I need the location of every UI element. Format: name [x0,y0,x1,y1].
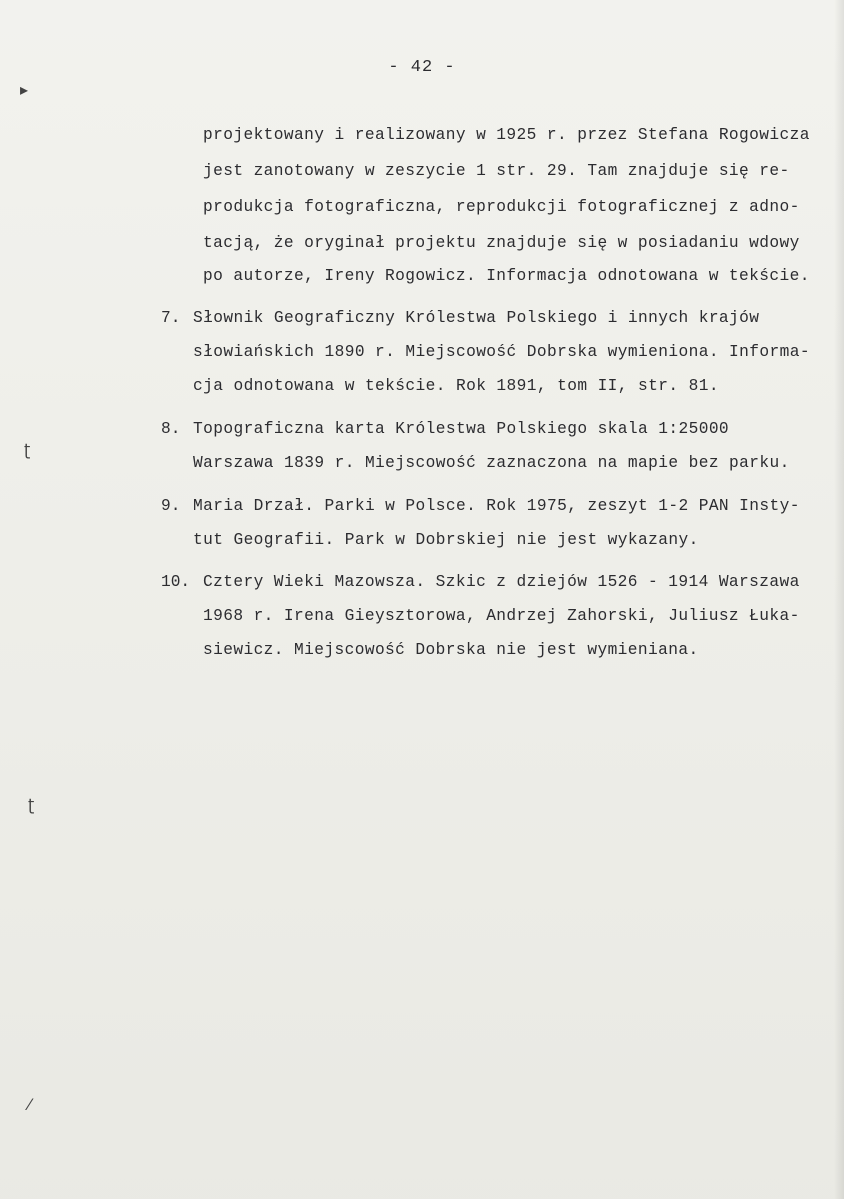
item-line: Słownik Geograficzny Królestwa Polskiego i innych krajów [193,309,760,327]
item-line: Topograficzna karta Królestwa Polskiego skala 1:25000 [193,420,730,438]
item-line: Maria Drzał. Parki w Polsce. Rok 1975, zeszyt 1-2 PAN Insty- [193,497,800,515]
margin-mark: ▸ [20,80,29,99]
page-edge-shadow [834,0,844,1199]
item-line: siewicz. Miejscowość Dobrska nie jest wymieniana. [203,641,699,659]
item-line: Cztery Wieki Mazowsza. Szkic z dziejów 1526 - 1914 Warszawa [203,573,800,591]
item-line: tut Geografii. Park w Dobrskiej nie jest wykazany. [193,531,699,549]
margin-mark: ʈ [28,795,35,814]
intro-line: tacją, że oryginał projektu znajduje się w posiadaniu wdowy [203,234,800,252]
item-number: 10. [161,573,191,591]
page-number: - 42 - [388,58,456,77]
margin-mark: ⁄ [28,1095,31,1114]
item-line: cja odnotowana w tekście. Rok 1891, tom II, str. 81. [193,377,719,395]
margin-mark: ʈ [24,440,31,459]
intro-line: po autorze, Ireny Rogowicz. Informacja odnotowana w tekście. [203,267,810,285]
item-number: 8. [161,420,181,438]
item-line: Warszawa 1839 r. Miejscowość zaznaczona na mapie bez parku. [193,454,790,472]
item-line: 1968 r. Irena Gieysztorowa, Andrzej Zahorski, Juliusz Łuka- [203,607,800,625]
item-number: 9. [161,497,181,515]
intro-line: projektowany i realizowany w 1925 r. przez Stefana Rogowicza [203,126,810,144]
item-line: słowiańskich 1890 r. Miejscowość Dobrska wymieniona. Informa- [193,343,810,361]
item-number: 7. [161,309,181,327]
intro-line: jest zanotowany w zeszycie 1 str. 29. Tam znajduje się re- [203,162,790,180]
intro-line: produkcja fotograficzna, reprodukcji fotograficznej z adno- [203,198,800,216]
